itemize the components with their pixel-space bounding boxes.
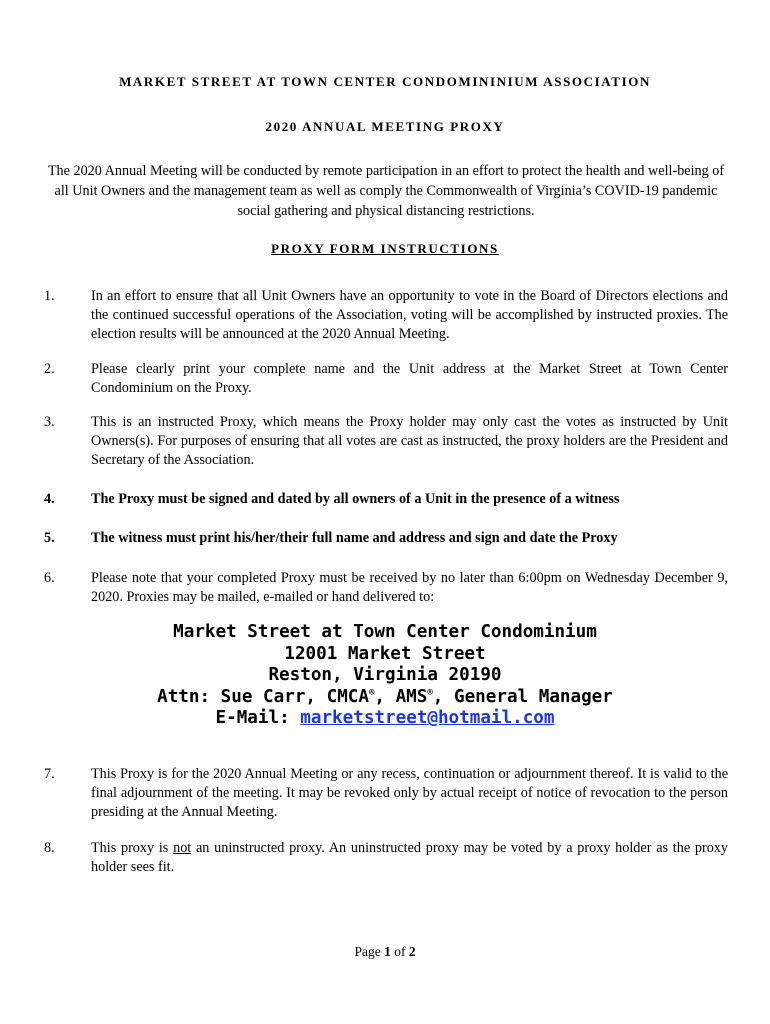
address-line-name: Market Street at Town Center Condominium [173, 622, 597, 642]
item-text-underlined: not [173, 840, 192, 856]
instruction-item-5 [44, 529, 728, 548]
instruction-item-2 [44, 360, 728, 398]
address-line-email [0, 708, 770, 730]
item-text-before: This proxy is [91, 840, 174, 856]
address-line-attn [0, 687, 770, 709]
attn-middle: , AMS [374, 686, 428, 707]
delivery-address-block [0, 622, 770, 730]
item-number: 6. [44, 570, 55, 586]
item-number: 2. [44, 361, 55, 377]
item-text-after: an uninstructed proxy. An uninstructed proxy may be voted by a proxy holder as the proxy holder sees fit. [91, 840, 728, 875]
attn-prefix: Attn: Sue Carr, CMCA [157, 686, 369, 707]
item-text: This is an instructed Proxy, which means the Proxy holder may only cast the votes as instructed by Unit Owners(s). For purposes of ensuring that all votes are cast as instructed, the proxy holders are the President and Secretary of the Association. [91, 414, 728, 468]
email-link[interactable]: marketstreet@hotmail.com [300, 708, 555, 728]
document-title: MARKET STREET AT TOWN CENTER CONDOMININIUM ASSOCIATION [119, 74, 651, 89]
item-number: 8. [44, 840, 55, 856]
page-total: 2 [408, 944, 416, 959]
item-text [91, 839, 728, 877]
item-text: In an effort to ensure that all Unit Owners have an opportunity to vote in the Board of Directors elections and the continued successful operations of the Association, voting will be accomplished by instructed proxies. The election results will be announced at the 2020 Annual Meeting. [91, 288, 728, 342]
item-text: The Proxy must be signed and dated by all owners of a Unit in the presence of a witness [91, 491, 620, 507]
attn-suffix: , General Manager [432, 686, 613, 707]
address-line-city: Reston, Virginia 20190 [268, 665, 502, 685]
intro-paragraph: The 2020 Annual Meeting will be conducted by remote participation in an effort to protect the health and well-being of all Unit Owners and the management team as well as comply the Commonwealth of Virginia’s COVID-19 pandemic social gathering and physical distancing restrictions. [47, 163, 725, 219]
document-subtitle: 2020 ANNUAL MEETING PROXY [265, 119, 505, 134]
item-text: This Proxy is for the 2020 Annual Meeting or any recess, continuation or adjournment thereof. It is valid to the final adjournment of the meeting. It may be revoked only by actual receipt of notice of revocation to the person presiding at the Annual Meeting. [91, 766, 728, 820]
registered-mark: ® [427, 687, 433, 698]
page-label: Page [354, 944, 385, 959]
instruction-item-6 [44, 569, 728, 607]
address-line-street: 12001 Market Street [284, 643, 486, 664]
instructions-heading [0, 241, 770, 257]
item-text: Please note that your completed Proxy must be received by no later than 6:00pm on Wednesday December 9, 2020. Proxies may be mailed, e-mailed or hand delivered to: [91, 570, 728, 605]
item-number: 3. [44, 414, 55, 430]
page-current: 1 [384, 944, 391, 959]
item-text: Please clearly print your complete name and the Unit address at the Market Street at Town Center Condominium on the Proxy. [91, 361, 728, 396]
instruction-item-8 [44, 839, 728, 877]
item-number: 4. [44, 491, 55, 507]
instructions-heading-text: PROXY FORM INSTRUCTIONS [271, 241, 499, 256]
item-number: 1. [44, 288, 55, 304]
registered-mark: ® [368, 687, 375, 698]
instruction-item-3 [44, 413, 728, 470]
instruction-item-7 [44, 765, 728, 822]
instruction-item-1 [44, 287, 728, 344]
item-text: The witness must print his/her/their full name and address and sign and date the Proxy [91, 530, 618, 546]
email-label: E-Mail: [215, 708, 301, 728]
instruction-item-4 [44, 490, 728, 509]
item-number: 5. [44, 530, 55, 546]
page-of: of [390, 944, 409, 959]
item-number: 7. [44, 766, 55, 782]
page-number [0, 944, 770, 960]
